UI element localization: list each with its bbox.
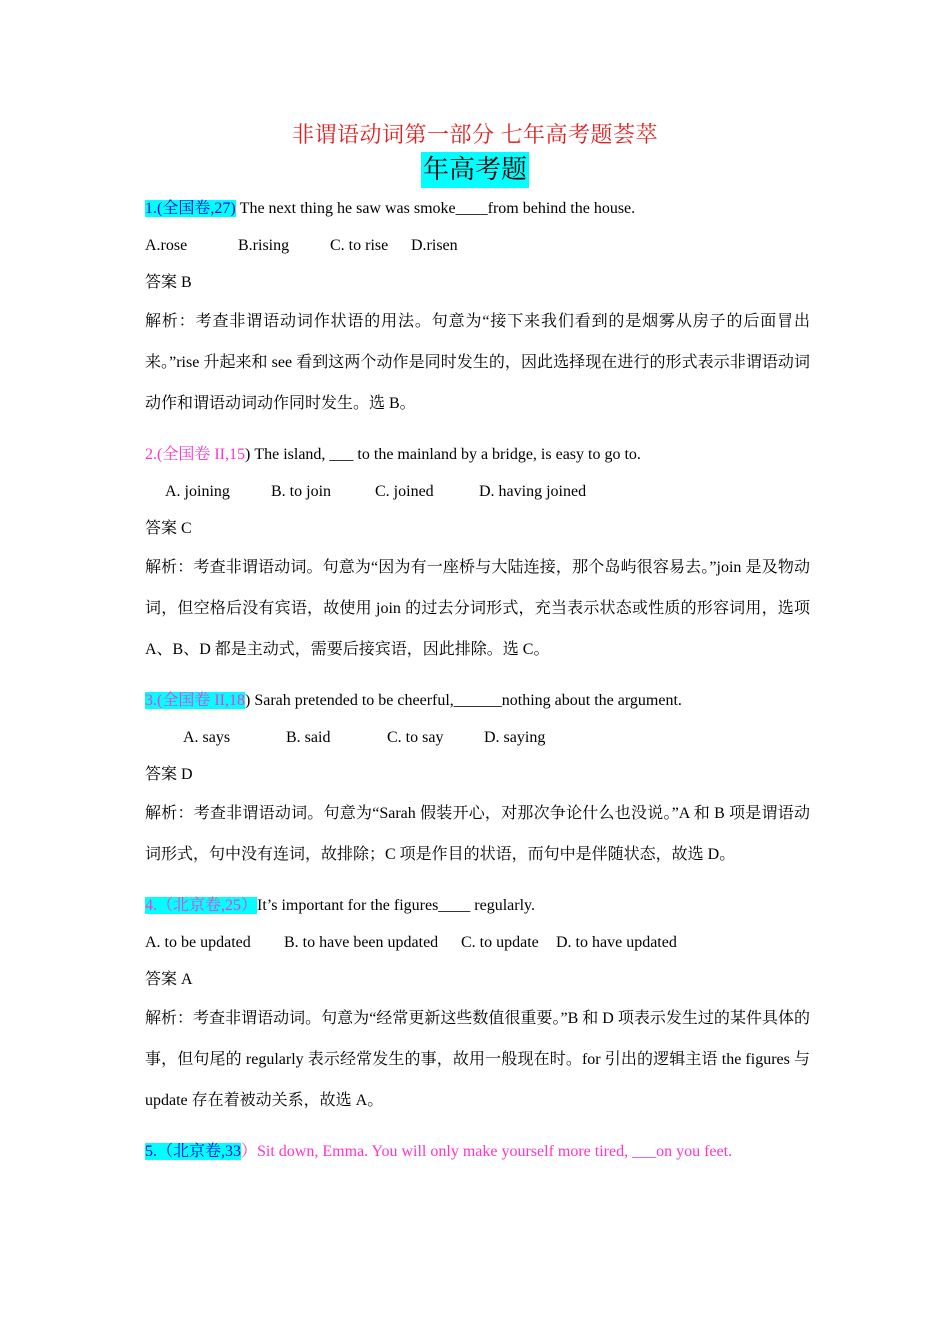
options-row: [145, 473, 810, 510]
question-4: [145, 887, 810, 1121]
option-a: A. says: [183, 729, 231, 746]
question-2: [145, 436, 810, 670]
options-row: [145, 227, 810, 264]
option-b: B. to have been updated: [284, 934, 439, 951]
option-c: C. to say: [387, 729, 444, 746]
option-c: C. to update: [461, 934, 539, 951]
option-a: A.rose: [145, 237, 188, 254]
options-row: [145, 719, 810, 756]
option-d: D.risen: [411, 237, 458, 254]
answer: 答案 B: [145, 274, 192, 291]
analysis: 解析：考查非谓语动词。句意为“因为有一座桥与大陆连接，那个岛屿很容易去。”join 是及物动词，但空格后没有宾语，故使用 join 的过去分词形式，充当表示状态或性质的形容词用，选项 A、B、D 都是主动式，需要后接宾语，因此排除。选 C。: [145, 559, 810, 658]
question-stem: ）Sit down, Emma. You will only make yourself more tired, ___on you feet.: [241, 1143, 733, 1160]
analysis: 解析：考查非谓语动词。句意为“经常更新这些数值很重要。”B 和 D 项表示发生过的某件具体的事，但句尾的 regularly 表示经常发生的事，故用一般现在时。for 引出的逻辑主语 the figures 与 update 存在着被动关系，故选 A。: [145, 1010, 810, 1109]
question-3: [145, 682, 810, 875]
option-c: C. joined: [375, 483, 434, 500]
option-a: A. joining: [165, 483, 230, 500]
question-stem: The next thing he saw was smoke____from behind the house.: [235, 200, 636, 217]
question-source: 2.(全国卷 II,15: [145, 446, 245, 463]
question-source: 5.（北京卷,33: [145, 1143, 242, 1160]
question-source: 1.(全国卷,27): [145, 200, 236, 217]
analysis: 解析：考查非谓语动词作状语的用法。句意为“接下来我们看到的是烟雾从房子的后面冒出来。”rise 升起来和 see 看到这两个动作是同时发生的，因此选择现在进行的形式表示非谓语动词动作和谓语动词动作同时发生。选 B。: [145, 313, 810, 412]
answer: 答案 A: [145, 971, 193, 988]
question-1: [145, 190, 810, 424]
option-d: D. to have updated: [556, 934, 677, 951]
option-d: D. saying: [484, 729, 546, 746]
question-stem: It’s important for the figures____ regularly.: [257, 897, 536, 914]
option-b: B. to join: [271, 483, 332, 500]
option-b: B. said: [286, 729, 331, 746]
page-title: 非谓语动词第一部分 七年高考题荟萃: [291, 122, 658, 147]
answer: 答案 D: [145, 766, 193, 783]
question-source: 3.(全国卷 II,18: [145, 692, 245, 709]
option-c: C. to rise: [330, 237, 389, 254]
answer: 答案 C: [145, 520, 192, 537]
question-stem: ) Sarah pretended to be cheerful,______nothing about the argument.: [245, 692, 682, 709]
analysis: 解析：考查非谓语动词。句意为“Sarah 假装开心，对那次争论什么也没说。”A 和 B 项是谓语动词形式，句中没有连词，故排除；C 项是作目的状语，而句中是伴随状态，故选 D。: [145, 805, 810, 863]
options-row: [145, 924, 810, 961]
question-stem: ) The island, ___ to the mainland by a bridge, is easy to go to.: [245, 446, 641, 463]
question-list: [145, 190, 810, 1170]
option-a: A. to be updated: [145, 934, 251, 951]
question-5: [145, 1133, 810, 1170]
question-source: 4.（北京卷,25）: [145, 897, 258, 914]
section-subtitle: 年高考题: [421, 152, 529, 188]
option-d: D. having joined: [479, 483, 587, 500]
option-b: B.rising: [238, 237, 290, 254]
